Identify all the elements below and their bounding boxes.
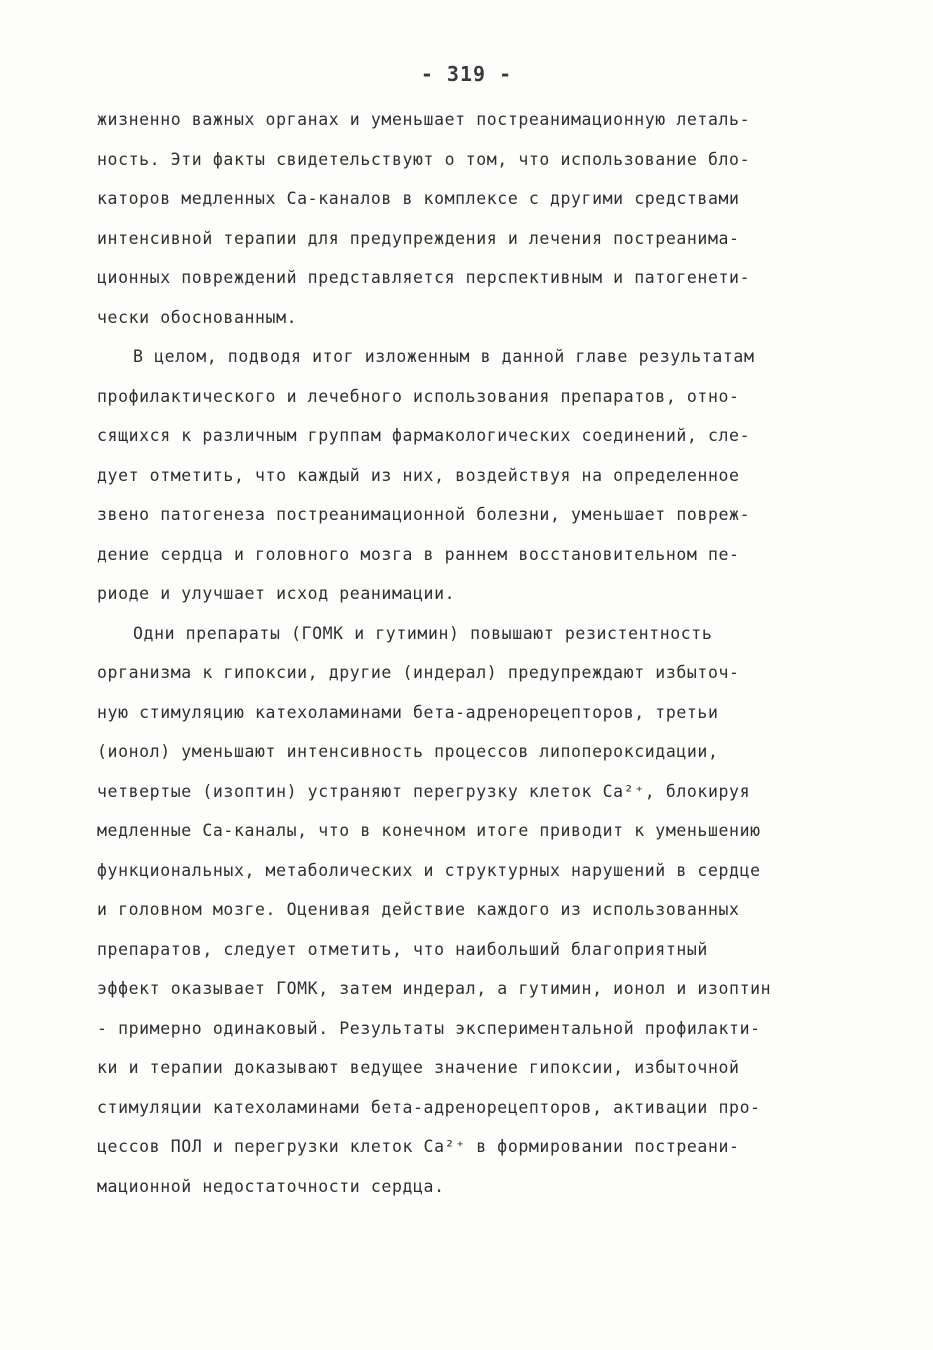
text-line: цессов ПОЛ и перегрузки клеток Ca²⁺ в формировании постреани- [97,1137,740,1156]
text-line: чески обоснованным. [97,307,298,327]
text-line: дует отметить, что каждый из них, воздействуя на определенное [97,465,740,485]
text-line: профилактического и лечебного использования препаратов, отно- [97,386,740,406]
text-line: - примерно одинаковый. Результаты экспериментальной профилакти- [97,1018,761,1038]
text-line: дение сердца и головного мозга в раннем восстановительном пе- [97,544,740,564]
text-line: жизненно важных органах и уменьшает постреанимационную леталь- [97,110,751,129]
text-line: (ионол) уменьшают интенсивность процессов липопероксидации, [97,742,719,761]
text-line: звено патогенеза постреанимационной болезни, уменьшает повреж- [97,505,751,524]
text-line: организма к гипоксии, другие (индерал) предупреждают избыточ- [97,663,740,682]
text-line: медленные Са-каналы, что в конечном итоге приводит к уменьшению [97,821,761,840]
page-number: - 319 - [420,62,513,86]
text-line: и головном мозге. Оценивая действие каждого из использованных [97,900,740,919]
text-line: эффект оказывает ГОМК, затем индерал, а гутимин, ионол и изоптин [97,979,772,998]
text-line: ционных повреждений представляется перспективным и патогенети- [97,268,751,287]
text-line: препаратов, следует отметить, что наибольший благоприятный [97,939,708,959]
text-line: риоде и улучшает исход реанимации. [97,584,456,603]
body-text [97,100,857,1206]
text-line: ность. Эти факты свидетельствуют о том, что использование бло- [97,149,751,169]
text-line: функциональных, метаболических и структурных нарушений в сердце [97,860,761,880]
text-line: стимуляции катехоламинами бета-адренорецепторов, активации про- [97,1097,761,1117]
text-line: каторов медленных Са-каналов в комплексе с другими средствами [97,189,740,208]
text-line: ную стимуляцию катехоламинами бета-адренорецепторов, третьи [97,702,719,722]
text-line: сящихся к различным группам фармакологических соединений, сле- [97,426,751,445]
text-line: мационной недостаточности сердца. [97,1176,445,1196]
text-line: интенсивной терапии для предупреждения и лечения постреанима- [97,228,740,248]
text-line: Одни препараты (ГОМК и гутимин) повышают резистентность [133,623,713,643]
text-line: В целом, подводя итог изложенным в данной главе результатам [133,347,755,366]
text-line: ки и терапии доказывают ведущее значение гипоксии, избыточной [97,1058,740,1077]
text-line: четвертые (изоптин) устраняют перегрузку клеток Ca²⁺, блокируя [97,781,751,801]
